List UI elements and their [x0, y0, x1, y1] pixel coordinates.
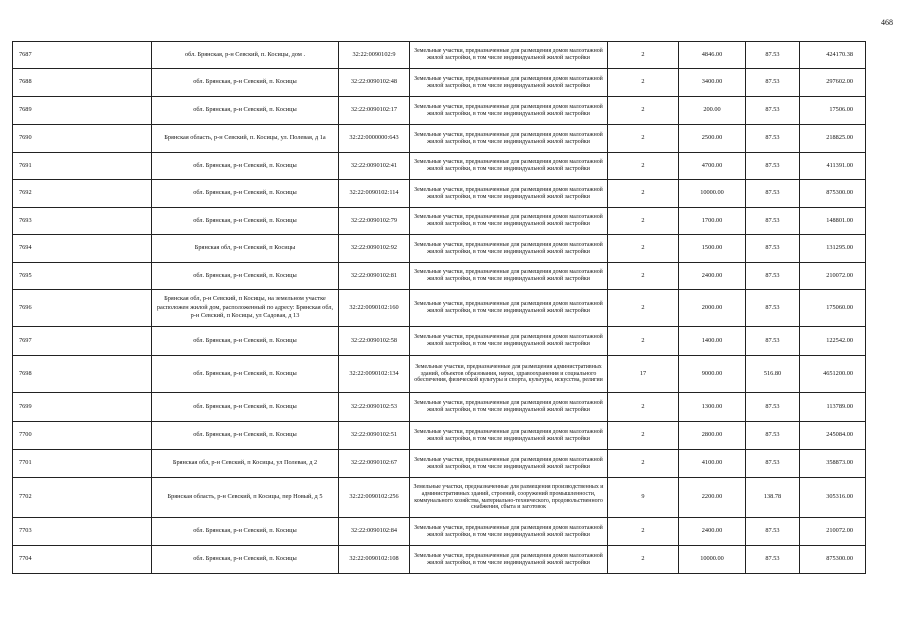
land-use-cell: Земельные участки, предназначенные для размещения домов малоэтажной жилой застройки, в том числе индивидуальной жилой застройки	[410, 69, 608, 97]
area-cell: 1300.00	[679, 393, 746, 422]
land-use-cell: Земельные участки, предназначенные для размещения домов малоэтажной жилой застройки, в том числе индивидуальной жилой застройки	[410, 180, 608, 208]
rate-cell: 87.53	[746, 393, 800, 422]
area-cell: 4846.00	[679, 42, 746, 69]
land-use-cell: Земельные участки, предназначенные для размещения домов малоэтажной жилой застройки, в том числе индивидуальной жилой застройки	[410, 518, 608, 546]
cost-cell: 17506.00	[800, 97, 866, 125]
address-cell: обл. Брянская, р-н Севский, п. Косицы	[152, 208, 339, 235]
address-cell: обл. Брянская, р-н Севский, п. Косицы	[152, 180, 339, 208]
table-row	[13, 478, 866, 518]
cost-cell: 218825.00	[800, 125, 866, 153]
table-row	[13, 69, 866, 97]
cost-cell: 122542.00	[800, 327, 866, 356]
area-cell: 2400.00	[679, 263, 746, 290]
rate-cell: 87.53	[746, 235, 800, 263]
cadastral-number-cell: 32:22:0090102:58	[339, 327, 410, 356]
table-row	[13, 546, 866, 574]
land-use-cell: Земельные участки, предназначенные для размещения домов малоэтажной жилой застройки, в том числе индивидуальной жилой застройки	[410, 42, 608, 69]
row-number-cell: 7696	[13, 290, 152, 327]
cost-cell: 113789.00	[800, 393, 866, 422]
area-cell: 10000.00	[679, 546, 746, 574]
rate-cell: 87.53	[746, 97, 800, 125]
table-row	[13, 125, 866, 153]
address-cell: обл. Брянская, р-н Севский, п. Косицы, дом .	[152, 42, 339, 69]
group-cell: 2	[608, 97, 679, 125]
address-cell: Брянская обл, р-н Севский, п Косицы, ул Полевая, д 2	[152, 450, 339, 478]
address-cell: обл. Брянская, р-н Севский, п. Косицы	[152, 69, 339, 97]
cadastral-number-cell: 32:22:0000000:643	[339, 125, 410, 153]
row-number-cell: 7687	[13, 42, 152, 69]
row-number-cell: 7690	[13, 125, 152, 153]
area-cell: 9000.00	[679, 356, 746, 393]
area-cell: 2800.00	[679, 422, 746, 450]
cost-cell: 875300.00	[800, 180, 866, 208]
group-cell: 9	[608, 478, 679, 518]
rate-cell: 87.53	[746, 180, 800, 208]
cost-cell: 210072.00	[800, 263, 866, 290]
group-cell: 2	[608, 546, 679, 574]
land-use-cell: Земельные участки, предназначенные для размещения производственных и административных зданий, строений, сооружений промышленности, коммунального хозяйства, материально-технического, продовольственного снабжения, сбыта и заготовок	[410, 478, 608, 518]
area-cell: 2200.00	[679, 478, 746, 518]
land-use-cell: Земельные участки, предназначенные для размещения домов малоэтажной жилой застройки, в том числе индивидуальной жилой застройки	[410, 290, 608, 327]
table-row	[13, 290, 866, 327]
table-row	[13, 327, 866, 356]
land-use-cell: Земельные участки, предназначенные для размещения домов малоэтажной жилой застройки, в том числе индивидуальной жилой застройки	[410, 327, 608, 356]
area-cell: 200.00	[679, 97, 746, 125]
table-row	[13, 97, 866, 125]
table-row	[13, 235, 866, 263]
address-cell: Брянская обл, р-н Севский, п Косицы, на земельном участке расположен жилой дом, расположенный по адресу: Брянская обл, р-н Севский, п Косицы, ул Садовая, д 13	[152, 290, 339, 327]
rate-cell: 87.53	[746, 422, 800, 450]
land-use-cell: Земельные участки, предназначенные для размещения домов малоэтажной жилой застройки, в том числе индивидуальной жилой застройки	[410, 235, 608, 263]
address-cell: обл. Брянская, р-н Севский, п. Косицы	[152, 546, 339, 574]
group-cell: 2	[608, 450, 679, 478]
area-cell: 4100.00	[679, 450, 746, 478]
row-number-cell: 7698	[13, 356, 152, 393]
land-use-cell: Земельные участки, предназначенные для размещения домов малоэтажной жилой застройки, в том числе индивидуальной жилой застройки	[410, 393, 608, 422]
rate-cell: 87.53	[746, 42, 800, 69]
cadastral-number-cell: 32:22:0090102:48	[339, 69, 410, 97]
row-number-cell: 7702	[13, 478, 152, 518]
land-use-cell: Земельные участки, предназначенные для размещения домов малоэтажной жилой застройки, в том числе индивидуальной жилой застройки	[410, 546, 608, 574]
group-cell: 2	[608, 518, 679, 546]
cadastral-number-cell: 32:22:0090102:114	[339, 180, 410, 208]
rate-cell: 87.53	[746, 546, 800, 574]
row-number-cell: 7691	[13, 153, 152, 180]
table-row	[13, 180, 866, 208]
row-number-cell: 7700	[13, 422, 152, 450]
group-cell: 17	[608, 356, 679, 393]
cadastral-number-cell: 32:22:0090102:160	[339, 290, 410, 327]
cost-cell: 4651200.00	[800, 356, 866, 393]
address-cell: обл. Брянская, р-н Севский, п. Косицы	[152, 263, 339, 290]
row-number-cell: 7688	[13, 69, 152, 97]
address-cell: обл. Брянская, р-н Севский, п. Косицы	[152, 356, 339, 393]
address-cell: Брянская область, р-н Севский, п Косицы, пер Новый, д 5	[152, 478, 339, 518]
cadastral-number-cell: 32:22:0090102:134	[339, 356, 410, 393]
rate-cell: 516.80	[746, 356, 800, 393]
cost-cell: 297602.00	[800, 69, 866, 97]
land-use-cell: Земельные участки, предназначенные для размещения домов малоэтажной жилой застройки, в том числе индивидуальной жилой застройки	[410, 263, 608, 290]
cost-cell: 131295.00	[800, 235, 866, 263]
group-cell: 2	[608, 290, 679, 327]
table-row	[13, 153, 866, 180]
rate-cell: 87.53	[746, 290, 800, 327]
cost-cell: 148801.00	[800, 208, 866, 235]
cadastral-value-table	[12, 41, 866, 574]
rate-cell: 87.53	[746, 518, 800, 546]
rate-cell: 87.53	[746, 208, 800, 235]
table-row	[13, 42, 866, 69]
cadastral-number-cell: 32:22:0090102:41	[339, 153, 410, 180]
cadastral-number-cell: 32:22:0090102:17	[339, 97, 410, 125]
cost-cell: 358873.00	[800, 450, 866, 478]
area-cell: 1700.00	[679, 208, 746, 235]
area-cell: 2400.00	[679, 518, 746, 546]
address-cell: обл. Брянская, р-н Севский, п. Косицы	[152, 393, 339, 422]
rate-cell: 87.53	[746, 450, 800, 478]
address-cell: обл. Брянская, р-н Севский, п. Косицы	[152, 97, 339, 125]
table-row	[13, 518, 866, 546]
land-use-cell: Земельные участки, предназначенные для размещения домов малоэтажной жилой застройки, в том числе индивидуальной жилой застройки	[410, 422, 608, 450]
row-number-cell: 7701	[13, 450, 152, 478]
group-cell: 2	[608, 393, 679, 422]
cadastral-number-cell: 32:22:0090102:67	[339, 450, 410, 478]
cost-cell: 305316.00	[800, 478, 866, 518]
group-cell: 2	[608, 235, 679, 263]
table-row	[13, 356, 866, 393]
address-cell: обл. Брянская, р-н Севский, п. Косицы	[152, 422, 339, 450]
row-number-cell: 7694	[13, 235, 152, 263]
group-cell: 2	[608, 153, 679, 180]
row-number-cell: 7695	[13, 263, 152, 290]
rate-cell: 87.53	[746, 69, 800, 97]
rate-cell: 87.53	[746, 327, 800, 356]
row-number-cell: 7693	[13, 208, 152, 235]
table-row	[13, 263, 866, 290]
area-cell: 4700.00	[679, 153, 746, 180]
rate-cell: 87.53	[746, 125, 800, 153]
cadastral-number-cell: 32:22:0090102:92	[339, 235, 410, 263]
cost-cell: 175060.00	[800, 290, 866, 327]
table-row	[13, 208, 866, 235]
rate-cell: 138.78	[746, 478, 800, 518]
area-cell: 3400.00	[679, 69, 746, 97]
land-use-cell: Земельные участки, предназначенные для размещения административных зданий, объектов образования, науки, здравоохранения и социального обеспечения, физической культуры и спорта, культуры, искусства, религии	[410, 356, 608, 393]
cadastral-number-cell: 32:22:0090102:9	[339, 42, 410, 69]
row-number-cell: 7697	[13, 327, 152, 356]
group-cell: 2	[608, 180, 679, 208]
area-cell: 10000.00	[679, 180, 746, 208]
land-use-cell: Земельные участки, предназначенные для размещения домов малоэтажной жилой застройки, в том числе индивидуальной жилой застройки	[410, 153, 608, 180]
cost-cell: 245084.00	[800, 422, 866, 450]
group-cell: 2	[608, 327, 679, 356]
land-use-cell: Земельные участки, предназначенные для размещения домов малоэтажной жилой застройки, в том числе индивидуальной жилой застройки	[410, 97, 608, 125]
table-row	[13, 422, 866, 450]
area-cell: 1400.00	[679, 327, 746, 356]
row-number-cell: 7704	[13, 546, 152, 574]
land-use-cell: Земельные участки, предназначенные для размещения домов малоэтажной жилой застройки, в том числе индивидуальной жилой застройки	[410, 208, 608, 235]
address-cell: Брянская область, р-н Севский, п. Косицы, ул. Полевая, д 1а	[152, 125, 339, 153]
address-cell: обл. Брянская, р-н Севский, п. Косицы	[152, 518, 339, 546]
table-row	[13, 450, 866, 478]
rate-cell: 87.53	[746, 153, 800, 180]
cost-cell: 411391.00	[800, 153, 866, 180]
address-cell: обл. Брянская, р-н Севский, п. Косицы	[152, 327, 339, 356]
land-use-cell: Земельные участки, предназначенные для размещения домов малоэтажной жилой застройки, в том числе индивидуальной жилой застройки	[410, 450, 608, 478]
cadastral-number-cell: 32:22:0090102:108	[339, 546, 410, 574]
group-cell: 2	[608, 208, 679, 235]
cadastral-number-cell: 32:22:0090102:256	[339, 478, 410, 518]
cost-cell: 875300.00	[800, 546, 866, 574]
cadastral-number-cell: 32:22:0090102:84	[339, 518, 410, 546]
group-cell: 2	[608, 125, 679, 153]
page-number: 468	[881, 18, 893, 27]
cost-cell: 210072.00	[800, 518, 866, 546]
cadastral-number-cell: 32:22:0090102:53	[339, 393, 410, 422]
address-cell: Брянская обл, р-н Севский, п Косицы	[152, 235, 339, 263]
land-use-cell: Земельные участки, предназначенные для размещения домов малоэтажной жилой застройки, в том числе индивидуальной жилой застройки	[410, 125, 608, 153]
group-cell: 2	[608, 422, 679, 450]
address-cell: обл. Брянская, р-н Севский, п. Косицы	[152, 153, 339, 180]
group-cell: 2	[608, 42, 679, 69]
cadastral-number-cell: 32:22:0090102:81	[339, 263, 410, 290]
row-number-cell: 7699	[13, 393, 152, 422]
area-cell: 1500.00	[679, 235, 746, 263]
rate-cell: 87.53	[746, 263, 800, 290]
row-number-cell: 7689	[13, 97, 152, 125]
table-row	[13, 393, 866, 422]
area-cell: 2500.00	[679, 125, 746, 153]
cadastral-number-cell: 32:22:0090102:51	[339, 422, 410, 450]
row-number-cell: 7703	[13, 518, 152, 546]
group-cell: 2	[608, 69, 679, 97]
area-cell: 2000.00	[679, 290, 746, 327]
row-number-cell: 7692	[13, 180, 152, 208]
group-cell: 2	[608, 263, 679, 290]
cost-cell: 424170.38	[800, 42, 866, 69]
cadastral-number-cell: 32:22:0090102:79	[339, 208, 410, 235]
